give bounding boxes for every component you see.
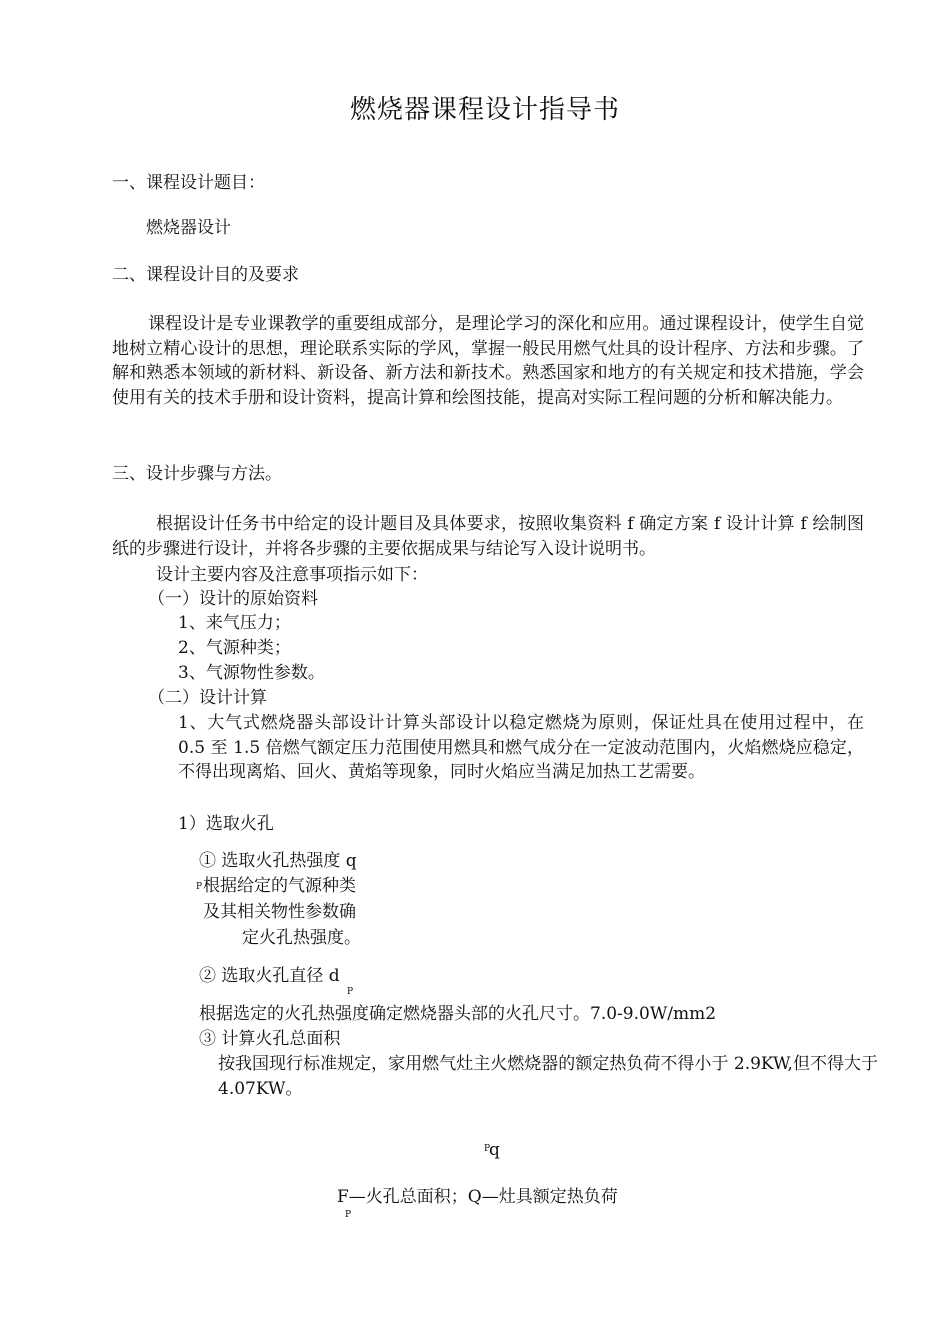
section-2-paragraph: 课程设计是专业课教学的重要组成部分，是理论学习的深化和应用。通过课程设计，使学生自觉地树立精心设计的思想，理论联系实际的学风，掌握一般民用燃气灶具的设计程序、方法和步骤。了解和熟悉本领域的新材料、新设备、新方法和新技术。熟悉国家和地方的有关规定和技术措施，学会使用有关的技术手册和设计资料，提高计算和绘图技能，提高对实际工程问题的分析和解决能力。	[112, 314, 864, 408]
part-1-item: 1、来气压力；	[178, 613, 291, 633]
formula-variable: q	[489, 1140, 500, 1160]
step-3-text: 按我国现行标准规定，家用燃气灶主火燃烧器的额定热负荷不得小于 2.9KW,但不得大于 4.07KW。	[218, 1054, 878, 1099]
step-2-label: ② 选取火孔直径 d	[199, 966, 340, 986]
step-2-text: 根据选定的火孔热强度确定燃烧器头部的火孔尺寸。7.0-9.0W/mm2	[199, 1004, 717, 1024]
section-3-intro: 设计主要内容及注意事项指示如下：	[156, 565, 428, 585]
page-title: 燃烧器课程设计指导书	[350, 95, 621, 125]
part-1-item: 2、气源种类；	[178, 638, 291, 658]
part-1-heading: （一）设计的原始资料	[148, 589, 318, 609]
step-1-text: 定火孔热强度。	[242, 928, 361, 948]
formula-subscript: P	[345, 1210, 352, 1220]
part-2-heading: （二）设计计算	[148, 688, 267, 708]
subsection-heading: 1）选取火孔	[178, 814, 274, 834]
step-1-text: 及其相关物性参数确	[203, 902, 356, 922]
step-3-label: ③ 计算火孔总面积	[199, 1029, 341, 1049]
subscript-p: P	[196, 882, 203, 892]
section-1-content: 燃烧器设计	[146, 218, 231, 238]
section-2-heading: 二、课程设计目的及要求	[112, 265, 299, 285]
section-1-heading: 一、课程设计题目：	[112, 173, 265, 193]
formula-definition: F—火孔总面积；Q—灶具额定热负荷	[337, 1187, 618, 1207]
step-1-label: ① 选取火孔热强度 q	[199, 851, 357, 871]
step-1-text: 根据给定的气源种类	[203, 876, 356, 896]
part-2-item-1: 1、大气式燃烧器头部设计计算头部设计以稳定燃烧为原则，保证灶具在使用过程中，在 0.5 至 1.5 倍燃气额定压力范围使用燃具和燃气成分在一定波动范围内，火焰燃烧应稳定，不得出现离焰、回火、黄焰等现象，同时火焰应当满足加热工艺需要。	[178, 713, 864, 782]
part-1-item: 3、气源物性参数。	[178, 663, 325, 683]
section-3-paragraph: 根据设计任务书中给定的设计题目及具体要求，按照收集资料 f 确定方案 f 设计计算 f 绘制图纸的步骤进行设计，并将各步骤的主要依据成果与结论写入设计说明书。	[112, 514, 864, 559]
formula-superscript: P	[484, 1144, 491, 1154]
subscript-p: P	[347, 987, 354, 997]
section-3-heading: 三、设计步骤与方法。	[112, 464, 282, 484]
